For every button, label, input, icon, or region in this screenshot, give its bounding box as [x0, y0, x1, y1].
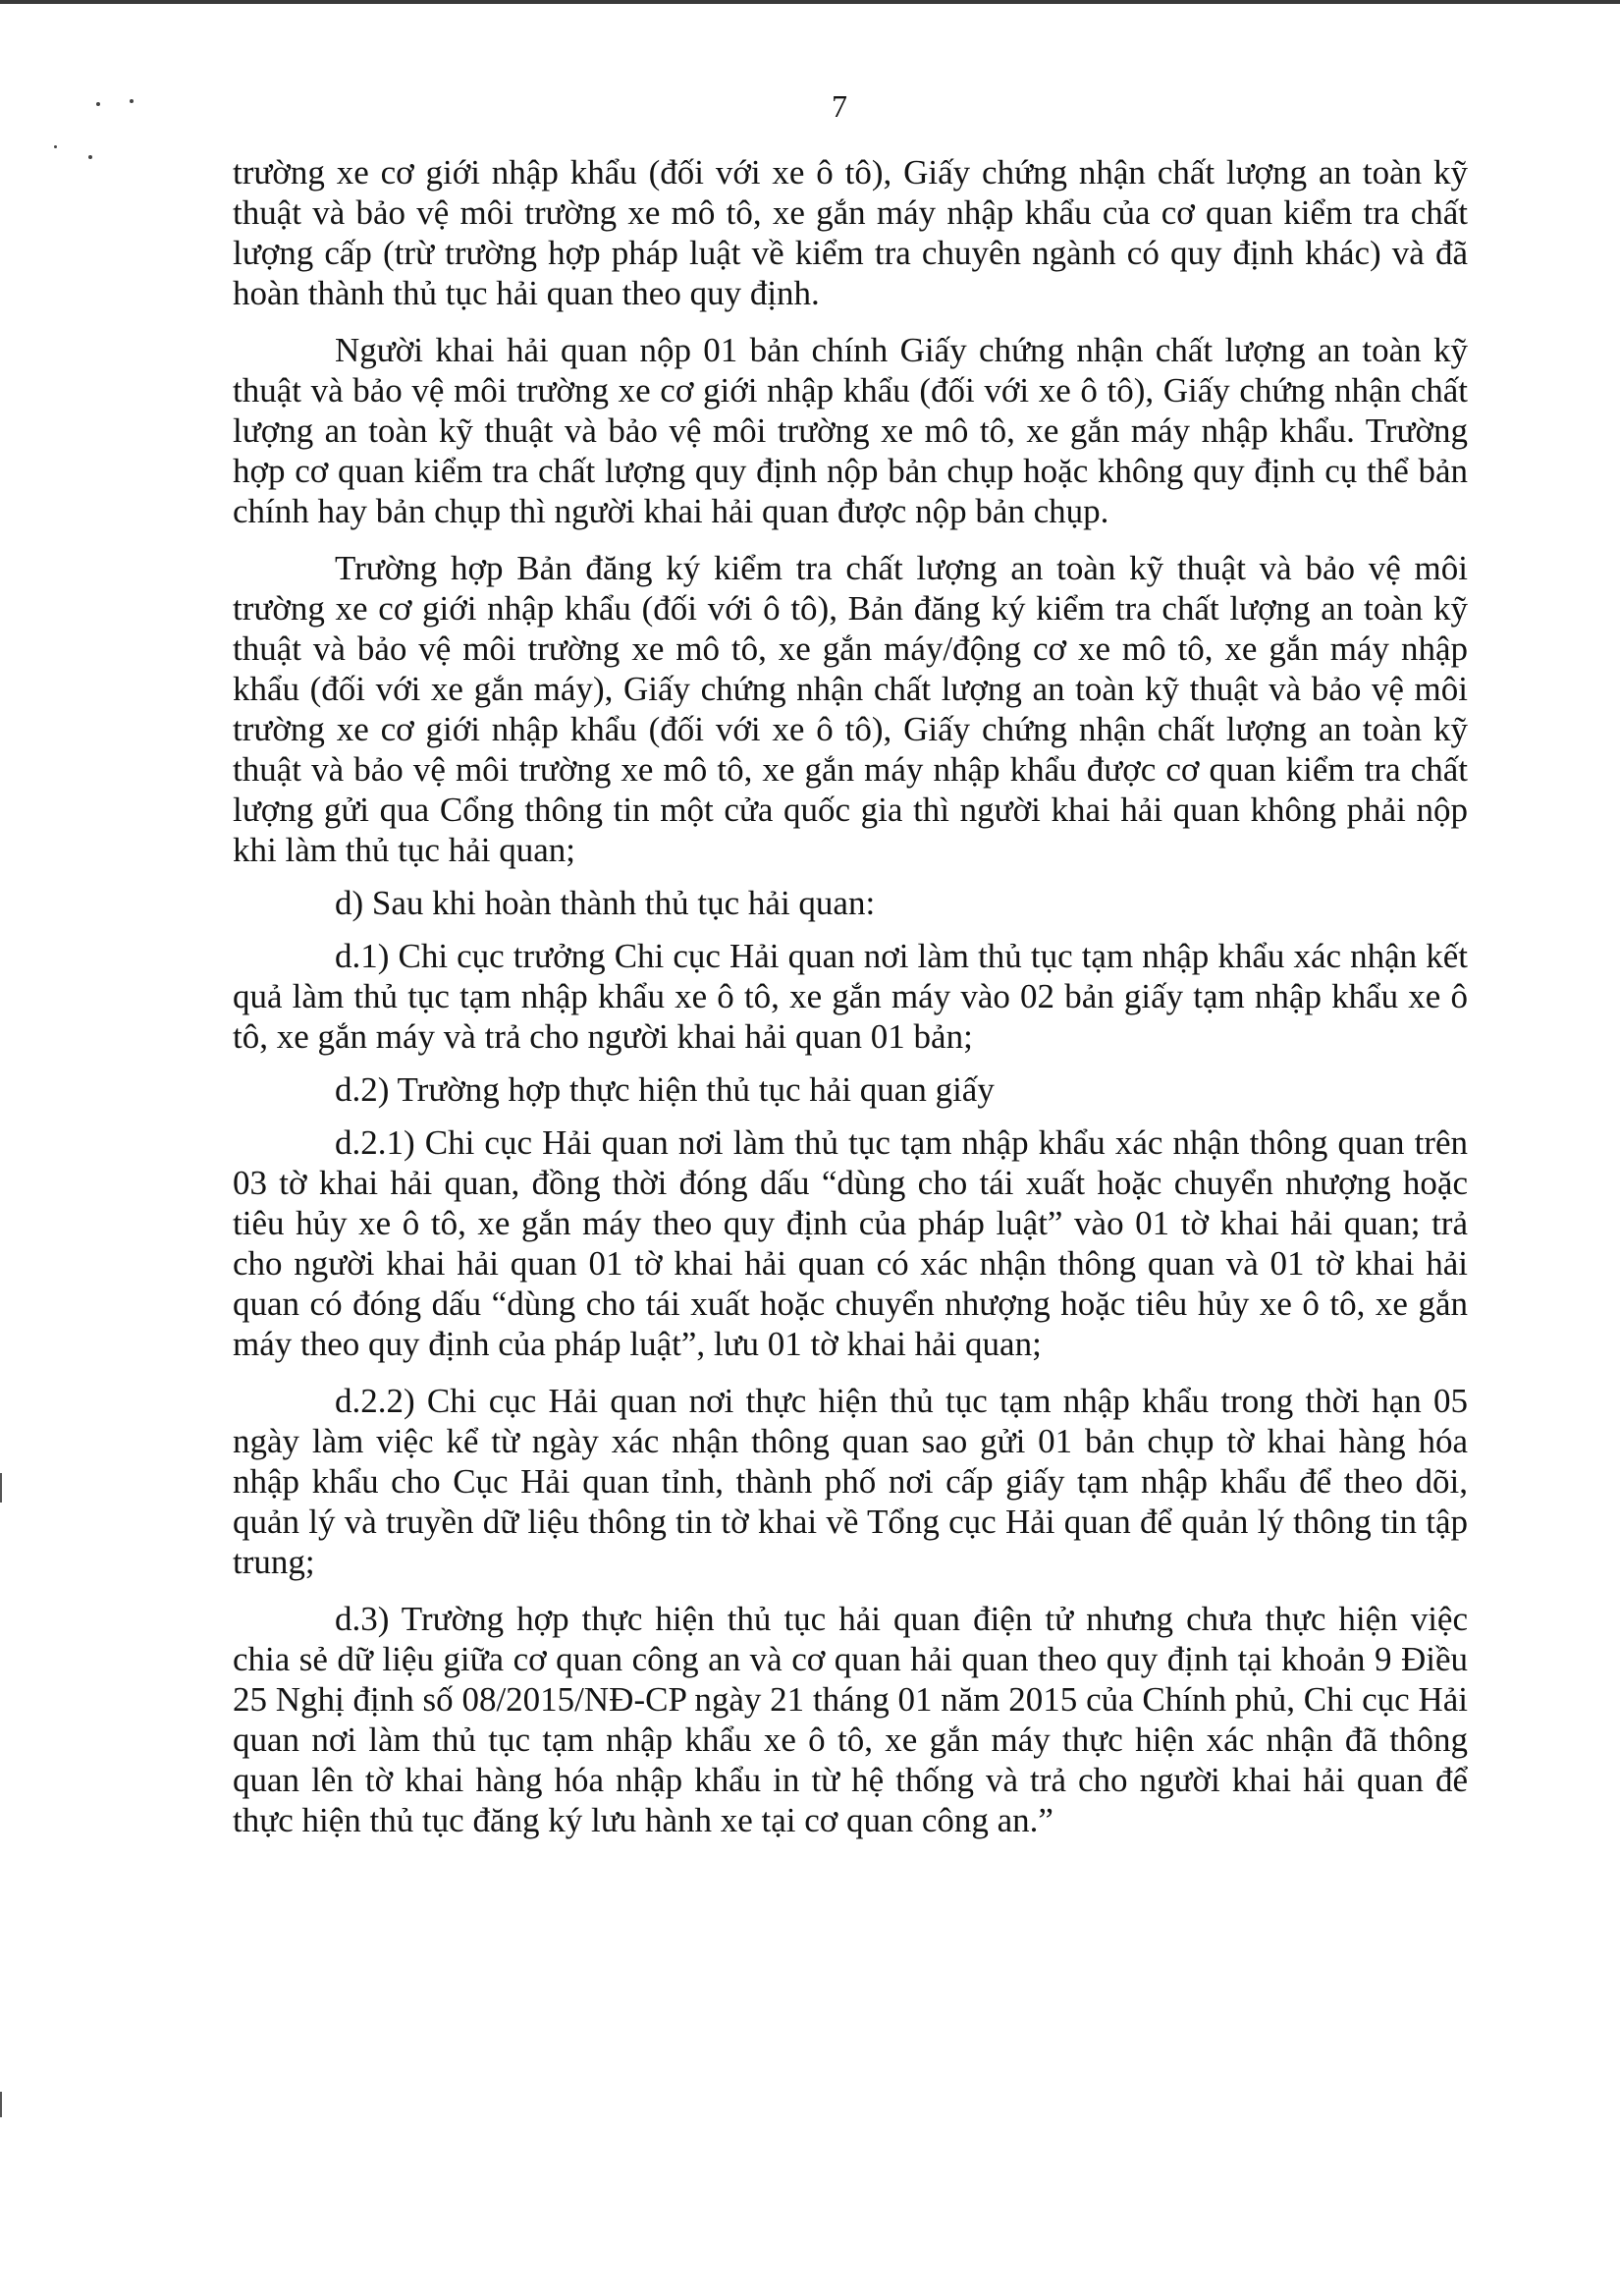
page-number: 7	[832, 88, 847, 124]
scan-speck	[88, 155, 92, 159]
paragraph-national-single-window: Trường hợp Bản đăng ký kiểm tra chất lượng an toàn kỹ thuật và bảo vệ môi trường xe cơ giới nhập khẩu (đối với ô tô), Bản đăng ký kiểm tra chất lượng an toàn kỹ thuật và bảo vệ môi trường xe mô tô, xe gắn máy/động cơ xe mô tô, xe gắn máy nhập khẩu (đối với xe gắn máy), Giấy chứng nhận chất lượng an toàn kỹ thuật và bảo vệ môi trường xe cơ giới nhập khẩu (đối với xe ô tô), Giấy chứng nhận chất lượng an toàn kỹ thuật và bảo vệ môi trường xe mô tô, xe gắn máy nhập khẩu được cơ quan kiểm tra chất lượng gửi qua Cổng thông tin một cửa quốc gia thì người khai hải quan không phải nộp khi làm thủ tục hải quan;	[233, 549, 1468, 869]
scan-edge-mark	[0, 1473, 2, 1503]
paragraph-d2-2: d.2.2) Chi cục Hải quan nơi thực hiện thủ tục tạm nhập khẩu trong thời hạn 05 ngày làm việc kể từ ngày xác nhận thông quan sao gửi 01 bản chụp tờ khai hàng hóa nhập khẩu cho Cục Hải quan tỉnh, thành phố nơi cấp giấy tạm nhập khẩu để theo dõi, quản lý và truyền dữ liệu thông tin tờ khai về Tổng cục Hải quan để quản lý thông tin tập trung;	[233, 1382, 1468, 1581]
scan-speck	[54, 145, 57, 148]
paragraph-d2: d.2) Trường hợp thực hiện thủ tục hải quan giấy	[335, 1070, 995, 1109]
paragraph-continuation: trường xe cơ giới nhập khẩu (đối với xe ô tô), Giấy chứng nhận chất lượng an toàn kỹ thuật và bảo vệ môi trường xe mô tô, xe gắn máy nhập khẩu của cơ quan kiểm tra chất lượng cấp (trừ trường hợp pháp luật về kiểm tra chuyên ngành có quy định khác) và đã hoàn thành thủ tục hải quan theo quy định.	[233, 153, 1468, 312]
scan-edge-mark	[0, 2092, 2, 2117]
paragraph-d1: d.1) Chi cục trưởng Chi cục Hải quan nơi làm thủ tục tạm nhập khẩu xác nhận kết quả làm thủ tục tạm nhập khẩu xe ô tô, xe gắn máy vào 02 bản giấy tạm nhập khẩu xe ô tô, xe gắn máy và trả cho người khai hải quan 01 bản;	[233, 937, 1468, 1056]
paragraph-d: d) Sau khi hoàn thành thủ tục hải quan:	[335, 884, 876, 922]
document-body	[233, 152, 1468, 1840]
paragraph-submission: Người khai hải quan nộp 01 bản chính Giấy chứng nhận chất lượng an toàn kỹ thuật và bảo vệ môi trường xe cơ giới nhập khẩu (đối với xe ô tô), Giấy chứng nhận chất lượng an toàn kỹ thuật và bảo vệ môi trường xe mô tô, xe gắn máy nhập khẩu. Trường hợp cơ quan kiểm tra chất lượng quy định nộp bản chụp hoặc không quy định cụ thể bản chính hay bản chụp thì người khai hải quan được nộp bản chụp.	[233, 331, 1468, 530]
scan-top-border	[0, 0, 1620, 4]
paragraph-d3: d.3) Trường hợp thực hiện thủ tục hải quan điện tử nhưng chưa thực hiện việc chia sẻ dữ liệu giữa cơ quan công an và cơ quan hải quan theo quy định tại khoản 9 Điều 25 Nghị định số 08/2015/NĐ-CP ngày 21 tháng 01 năm 2015 của Chính phủ, Chi cục Hải quan nơi làm thủ tục tạm nhập khẩu xe ô tô, xe gắn máy thực hiện xác nhận đã thông quan lên tờ khai hàng hóa nhập khẩu in từ hệ thống và trả cho người khai hải quan để thực hiện thủ tục đăng ký lưu hành xe tại cơ quan công an.”	[233, 1600, 1468, 1839]
paragraph-d2-1: d.2.1) Chi cục Hải quan nơi làm thủ tục tạm nhập khẩu xác nhận thông quan trên 03 tờ khai hải quan, đồng thời đóng dấu “dùng cho tái xuất hoặc chuyển nhượng hoặc tiêu hủy xe ô tô, xe gắn máy theo quy định của pháp luật” vào 01 tờ khai hải quan; trả cho người khai hải quan 01 tờ khai hải quan có xác nhận thông quan và 01 tờ khai hải quan có đóng dấu “dùng cho tái xuất hoặc chuyển nhượng hoặc tiêu hủy xe ô tô, xe gắn máy theo quy định của pháp luật”, lưu 01 tờ khai hải quan;	[233, 1123, 1468, 1363]
